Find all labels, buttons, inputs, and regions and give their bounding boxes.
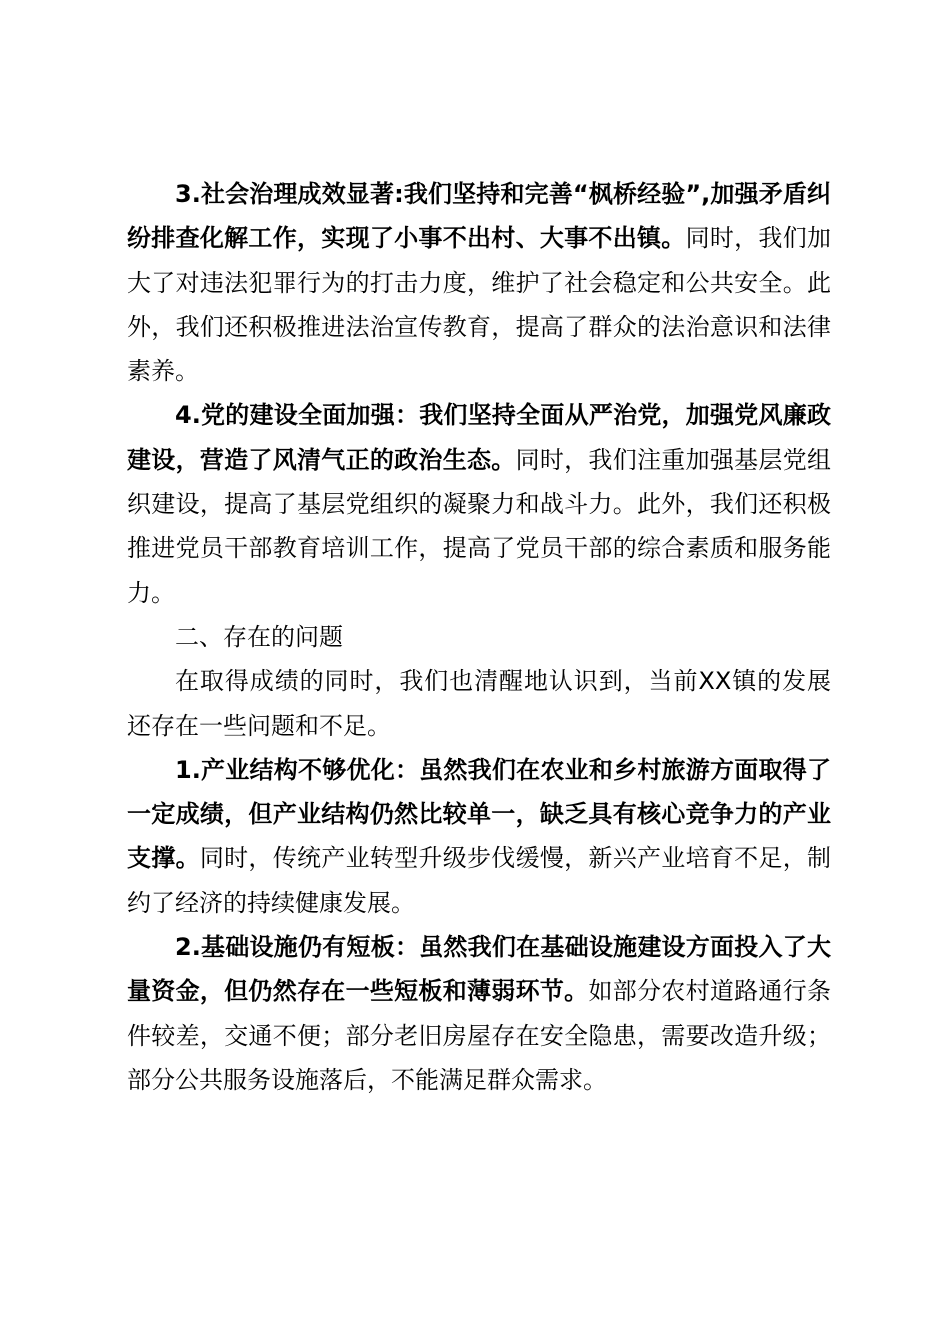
section-heading: 二、存在的问题 — [175, 622, 343, 651]
paragraph-lead: 1.产业结构不够优化：虽然我们在农业和乡村旅游方面取得了一定成绩，但产业结构仍然比较单一，缺乏具有核心竞争力的产业支撑。 — [127, 755, 831, 873]
paragraph-text: 如部分农村道路通行条件较差，交通不便；部分老旧房屋存在安全隐患，需要改造升级；部分公共服务设施落后，不能满足群众需求。 — [127, 977, 832, 1094]
paragraph-lead: 4.党的建设全面加强：我们坚持全面从严治党，加强党风廉政建设，营造了风清气正的政治生态。 — [127, 401, 831, 474]
paragraph-infrastructure — [127, 925, 831, 1102]
paragraph-lead: 2.基础设施仍有短板：虽然我们在基础设施建设方面投入了大量资金，但仍然存在一些短板和薄弱环节。 — [127, 933, 831, 1006]
paragraph-social-governance — [127, 172, 831, 393]
paragraph-text: 同时，我们注重加强基层党组织建设，提高了基层党组织的凝聚力和战斗力。此外，我们还积极推进党员干部教育培训工作，提高了党员干部的综合素质和服务能力。 — [127, 445, 832, 607]
paragraph-industrial-structure — [127, 748, 831, 925]
paragraph-intro: 在取得成绩的同时，我们也清醒地认识到，当前XX镇的发展还存在一些问题和不足。 — [127, 667, 831, 740]
paragraph-text: 同时，我们加大了对违法犯罪行为的打击力度，维护了社会稳定和公共安全。此外，我们还积极推进法治宣传教育，提高了群众的法治意识和法律素养。 — [127, 224, 832, 386]
paragraph-party-building — [127, 393, 831, 614]
paragraph-lead: 3.社会治理成效显著:我们坚持和完善“枫桥经验”,加强矛盾纠纷排查化解工作，实现了小事不出村、大事不出镇。 — [127, 180, 831, 253]
document-body — [127, 172, 831, 1102]
paragraph-text: 同时，传统产业转型升级步伐缓慢，新兴产业培育不足，制约了经济的持续健康发展。 — [127, 844, 832, 917]
